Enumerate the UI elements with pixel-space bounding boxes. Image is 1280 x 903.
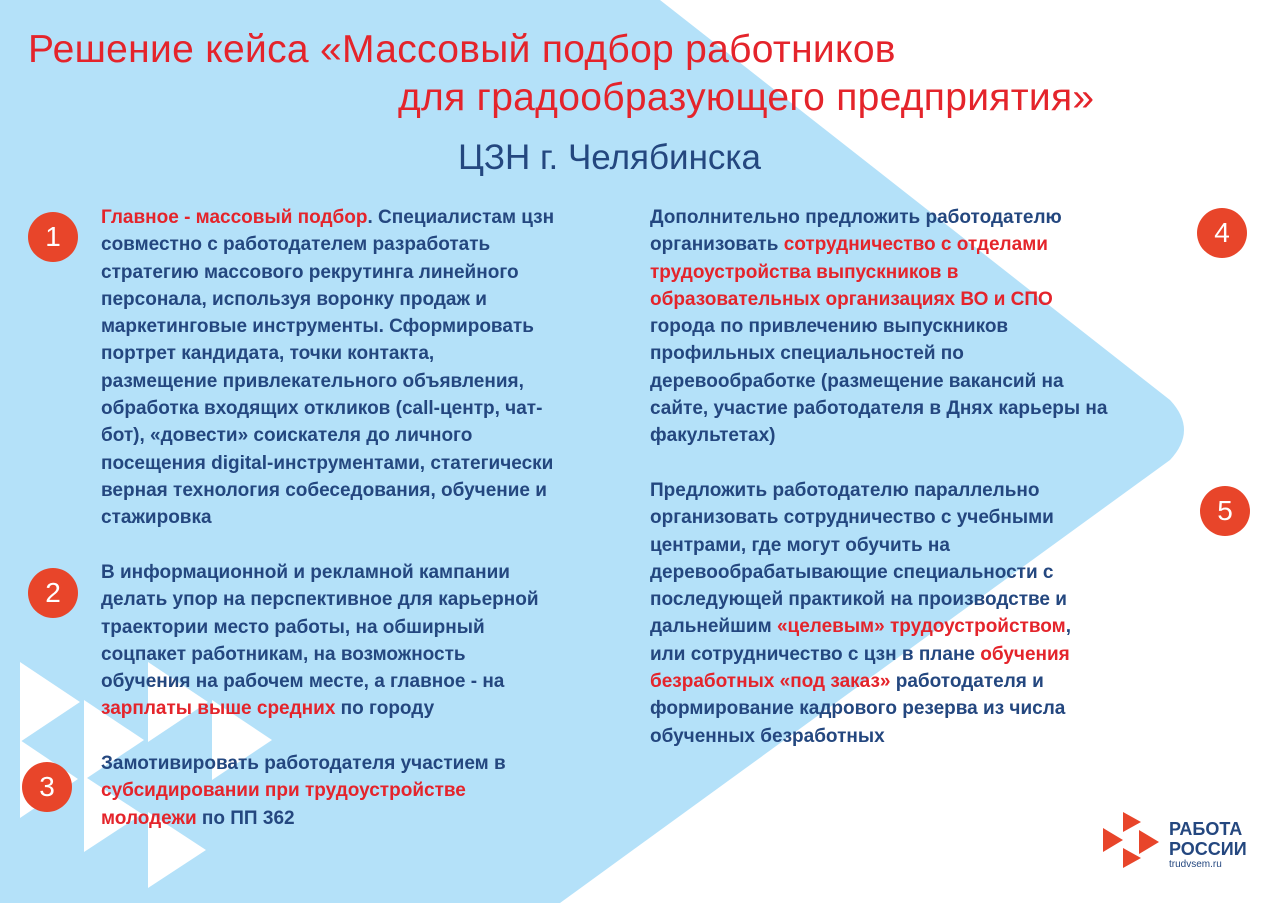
step-badge-3: 3 [22,762,72,812]
body-text: стратегию массового рекрутинга линейного [101,261,519,283]
text-line [650,586,1071,613]
text-line [650,504,1071,531]
body-text: последующей практикой на производстве и [650,589,1067,611]
text-line [101,504,554,531]
text-line [101,586,539,613]
highlight-text: субсидировании при трудоустройстве [101,780,466,802]
body-text: . Специалистам цзн [367,207,555,228]
text-line [650,313,1107,340]
highlight-text: трудоустройства выпускников в [650,261,959,283]
highlight-text: образовательных организациях ВО и СПО [650,288,1053,310]
highlight-text: молодежи [101,807,197,829]
step-2-text [101,559,539,723]
highlight-text: сотрудничество с отделами [783,234,1048,256]
body-text: посещения digital-инструментами, статегически [101,452,554,474]
body-text: Замотивировать работодателя участием в [101,753,506,774]
text-line [101,422,554,449]
body-text: бот), «довести» соискателя до личного [101,425,473,447]
body-text: персонала, используя воронку продаж и [101,288,487,310]
body-text: портрет кандидата, точки контакта, [101,343,435,365]
page-subtitle: ЦЗН г. Челябинска [458,138,761,177]
body-text: или сотрудничество с цзн в плане [650,643,981,665]
text-line [650,204,1107,231]
text-line [650,259,1107,286]
body-text: профильных специальностей по [650,343,964,365]
text-line [650,422,1107,449]
step-badge-1: 1 [28,212,78,262]
text-line [650,532,1071,559]
text-line [101,777,506,804]
text-line [101,259,554,286]
text-line [101,231,554,258]
text-line [650,695,1071,722]
body-text: организовать сотрудничество с учебными [650,507,1054,529]
body-text: формирование кадрового резерва из числа [650,698,1066,720]
text-line [650,477,1071,504]
step-4-text [650,204,1107,450]
text-line [101,668,539,695]
text-line [650,668,1071,695]
body-text: обработка входящих откликов (call-центр, чат- [101,398,543,420]
text-line [101,368,554,395]
body-text: маркетинговые инструменты. Сформировать [101,316,534,338]
text-line [650,613,1071,640]
body-text: делать упор на перспективное для карьерной [101,589,539,611]
body-text: размещение привлекательного объявления, [101,370,524,392]
page-title-line-2: для градообразующего предприятия» [398,76,1095,119]
page-title-line-1: Решение кейса «Массовый подбор работников [28,28,896,71]
body-text: центрами, где могут обучить на [650,534,950,556]
body-text: обученных безработных [650,725,885,747]
body-text: стажировка [101,507,212,529]
body-text: факультетах) [650,425,776,447]
text-line [650,723,1071,750]
text-line [101,641,539,668]
text-line [650,559,1071,586]
text-line [101,477,554,504]
step-badge-4: 4 [1197,208,1247,258]
body-text: обучения на рабочем месте, а главное - на [101,671,505,693]
body-text: совместно с работодателем разработать [101,234,491,256]
text-line [101,614,539,641]
highlight-text: обучения [980,643,1070,665]
body-text: по ПП 362 [196,807,295,829]
body-text: организовать [650,234,784,256]
body-text: траектории место работы, на обширный [101,616,485,638]
text-line [101,204,554,231]
step-3-text [101,750,506,832]
text-line [650,368,1107,395]
body-text: города по привлечению выпускников [650,316,1009,338]
body-text: сайте, участие работодателя в Днях карьеры на [650,398,1108,420]
body-text: деревообрабатывающие специальности с [650,561,1054,583]
text-line [650,641,1071,668]
highlight-text: безработных «под заказ» [650,671,891,693]
text-line [101,395,554,422]
body-text: Предложить работодателю параллельно [650,480,1040,501]
step-5-text [650,477,1071,750]
highlight-text: зарплаты выше средних [101,698,336,720]
rabota-rossii-logo[interactable] [1101,810,1271,874]
text-line [101,450,554,477]
highlight-text: «целевым» трудоустройством [776,616,1066,638]
body-text: Дополнительно предложить работодателю [650,207,1062,228]
text-line [101,340,554,367]
text-line [101,286,554,313]
text-line [650,286,1107,313]
step-badge-5: 5 [1200,486,1250,536]
body-text: дальнейшим [650,616,777,638]
body-text: , [1065,616,1071,638]
text-line [650,231,1107,258]
step-badge-2: 2 [28,568,78,618]
body-text: работодателя и [890,671,1044,693]
body-text: верная технология собеседования, обучение и [101,479,547,501]
logo-text-line-1: РАБОТА [1169,819,1243,839]
logo-text-line-2: РОССИИ [1169,839,1247,859]
text-line [650,395,1107,422]
logo-url: trudvsem.ru [1169,859,1222,870]
step-1-text [101,204,554,532]
text-line [650,340,1107,367]
body-text: деревообработке (размещение вакансий на [650,370,1064,392]
highlight-text: Главное - массовый подбор [101,207,368,228]
text-line [101,559,539,586]
text-line [101,695,539,722]
body-text: В информационной и рекламной кампании [101,562,510,583]
text-line [101,750,506,777]
text-line [101,805,506,832]
body-text: по городу [335,698,435,720]
body-text: соцпакет работникам, на возможность [101,643,466,665]
logo-arrows-icon [1101,812,1161,872]
text-line [101,313,554,340]
